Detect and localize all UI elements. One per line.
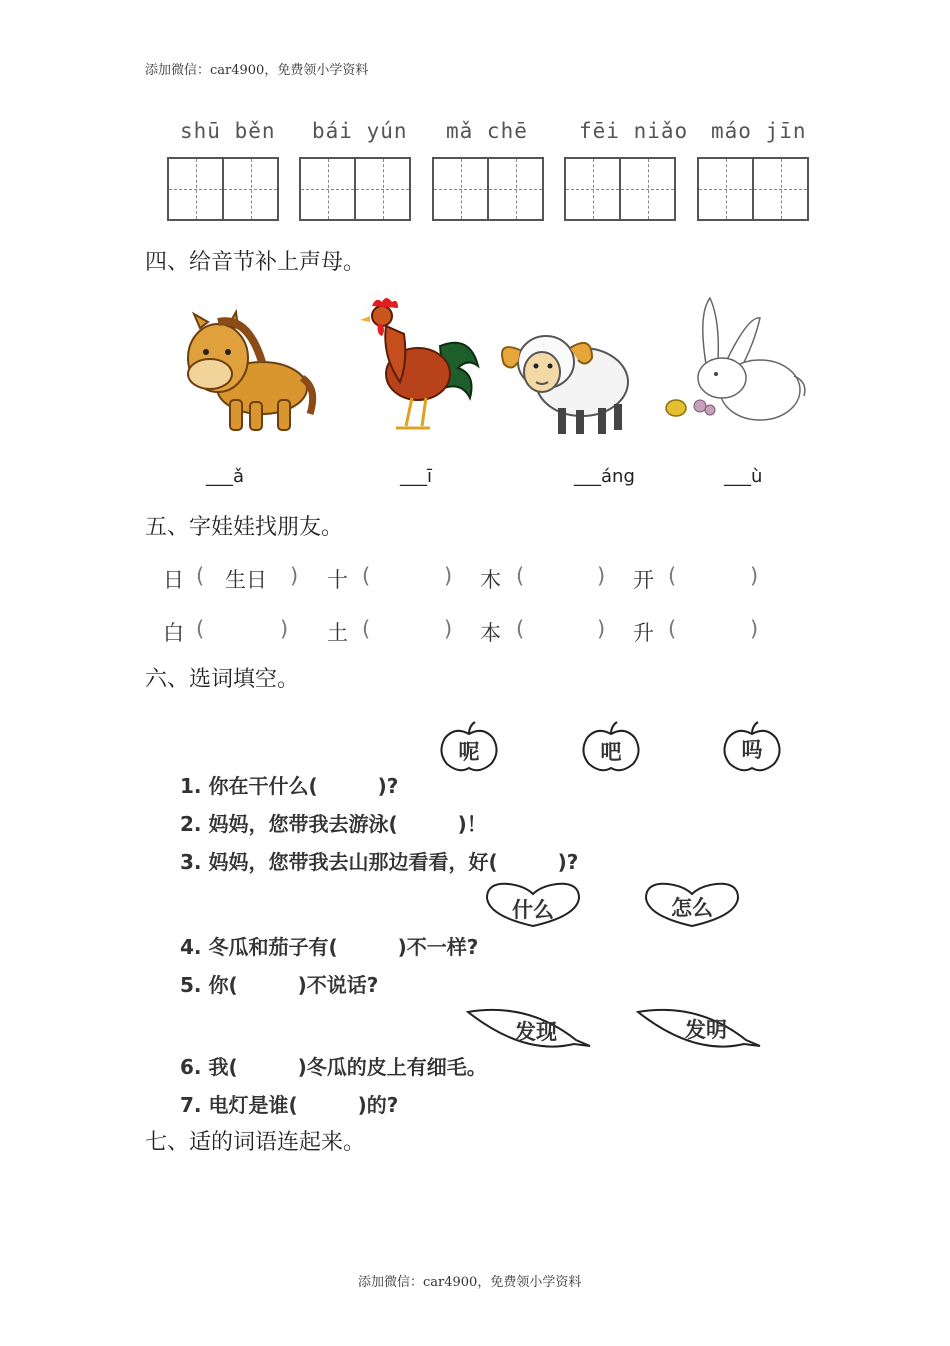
- initial-blank-horse[interactable]: ___ǎ: [206, 466, 245, 487]
- open-paren: (: [516, 564, 525, 588]
- option-faxian[interactable]: 发现: [515, 1020, 557, 1044]
- option-faming[interactable]: 发明: [685, 1018, 727, 1042]
- rabbit-picture: [656, 294, 811, 432]
- question-1: 1. 你在干什么( )?: [180, 774, 399, 798]
- initial-blank-rooster[interactable]: ___ī: [400, 466, 433, 487]
- char-bai: 白: [163, 621, 184, 645]
- close-paren: ): [444, 564, 453, 588]
- pinyin-word: mǎ chē: [446, 119, 528, 143]
- footer-note: 添加微信：car4900，免费领小学资料: [358, 1275, 582, 1290]
- open-paren: (: [668, 564, 677, 588]
- pinyin-word: bái yún: [312, 119, 408, 143]
- pinyin-word: fēi niǎo: [579, 119, 689, 143]
- pinyin-word: shū běn: [180, 119, 276, 143]
- char-shi: 十: [327, 568, 348, 592]
- initial-blank-sheep[interactable]: ___áng: [574, 466, 635, 487]
- section-4-title: 四、给音节补上声母。: [145, 250, 366, 275]
- char-ben: 本: [480, 621, 501, 645]
- close-paren: ): [280, 617, 289, 641]
- option-ba[interactable]: 吧: [600, 740, 622, 764]
- writing-grid[interactable]: [299, 157, 411, 221]
- open-paren: (: [196, 564, 205, 588]
- close-paren: ): [750, 564, 759, 588]
- pinyin-word: máo jīn: [711, 119, 807, 143]
- sheep-picture: [498, 312, 636, 440]
- question-5: 5. 你( )不说话?: [180, 973, 379, 997]
- open-paren: (: [362, 564, 371, 588]
- option-shenme[interactable]: 什么: [512, 898, 554, 922]
- open-paren: (: [362, 617, 371, 641]
- char-tu: 土: [327, 621, 348, 645]
- question-3: 3. 妈妈，您带我去山那边看看，好( )?: [180, 850, 579, 874]
- option-ma[interactable]: 吗: [741, 738, 763, 762]
- option-zenme[interactable]: 怎么: [671, 896, 713, 920]
- close-paren: ): [444, 617, 453, 641]
- open-paren: (: [516, 617, 525, 641]
- char-kai: 开: [633, 568, 654, 592]
- close-paren: ): [597, 617, 606, 641]
- writing-grid[interactable]: [167, 157, 279, 221]
- horse-picture: [180, 308, 320, 438]
- open-paren: (: [196, 617, 205, 641]
- initial-blank-rabbit[interactable]: ___ù: [724, 466, 763, 487]
- question-4: 4. 冬瓜和茄子有( )不一样?: [180, 935, 479, 959]
- writing-grid[interactable]: [564, 157, 676, 221]
- option-ne[interactable]: 呢: [458, 740, 480, 764]
- writing-grid[interactable]: [697, 157, 809, 221]
- char-mu: 木: [480, 568, 501, 592]
- close-paren: ): [750, 617, 759, 641]
- section-5-title: 五、字娃娃找朋友。: [145, 515, 344, 540]
- writing-grid[interactable]: [432, 157, 544, 221]
- rooster-picture: [356, 296, 481, 436]
- section-7-title: 七、适的词语连起来。: [145, 1130, 366, 1155]
- close-paren: ): [597, 564, 606, 588]
- question-6: 6. 我( )冬瓜的皮上有细毛。: [180, 1055, 487, 1079]
- char-sheng: 升: [633, 621, 654, 645]
- close-paren: ): [290, 564, 299, 588]
- open-paren: (: [668, 617, 677, 641]
- char-ri: 日: [163, 568, 184, 592]
- section-6-title: 六、选词填空。: [145, 667, 300, 692]
- question-7: 7. 电灯是谁( )的?: [180, 1093, 399, 1117]
- question-2: 2. 妈妈，您带我去游泳( )！: [180, 812, 487, 836]
- header-note: 添加微信：car4900，免费领小学资料: [145, 63, 369, 78]
- answer-ri[interactable]: 生日: [225, 568, 267, 592]
